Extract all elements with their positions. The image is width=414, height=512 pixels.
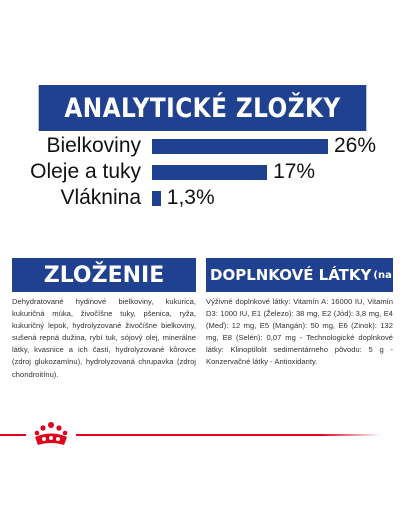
nutrient-label: Bielkoviny [46,134,141,157]
nutrient-bar [152,191,161,206]
analytical-title: ANALYTICKÉ ZLOŽKY [39,85,367,131]
nutrient-list [0,133,405,213]
additives-title: DOPLNKOVÉ LÁTKY [210,266,372,284]
additives-text: Výživné doplnkové látky: Vitamín A: 16000 IU, Vitamín D3: 1000 IU, E1 (Železo): 38 mg, E2 (Jód): 3,8 mg, E4 (Meď): 12 mg, E5 (Mangán): 50 mg, E6 (Zinok): 132 mg, E8 (Selén): 0,07 mg - Technologické doplnkové látky: Klinoptilolit sedimentárneho pôvodu: 5 g - Konzervačné látky - Antioxidanty. [206,297,393,367]
additives-unit: (na kg) [373,269,414,281]
nutrient-bar [152,139,328,154]
nutrient-label: Vláknina [60,186,141,209]
nutrient-row-protein [0,133,405,159]
nutrient-value: 26% [334,134,377,157]
crown-icon [31,420,71,450]
nutrient-row-fiber [0,185,405,211]
nutrient-row-fat [0,159,405,185]
composition-title: ZLOŽENIE [12,258,196,292]
nutrient-bar [152,165,267,180]
composition-text: Dehydratované hydinové bielkoviny, kukurica, kukuričná múka, živočíšne tuky, pšenica, ryža, kukuričný lepok, hydrolyzované živočíšne bielkoviny, sušená repná dužina, rybí tuk, sójový olej, minerálne látky, kvasnice a ich časti, hydrolyzované kôrovce (zdroj glukozamínu), hydrolyzovaná chrupavka (zdroj chondroitínu). [12,297,196,379]
nutrient-label: Oleje a tuky [30,160,141,183]
nutrient-value: 17% [273,160,316,183]
footer-rule-left [0,434,26,436]
additives-header [206,258,414,292]
nutrient-value: 1,3% [166,186,215,209]
footer-rule-right [76,434,381,436]
